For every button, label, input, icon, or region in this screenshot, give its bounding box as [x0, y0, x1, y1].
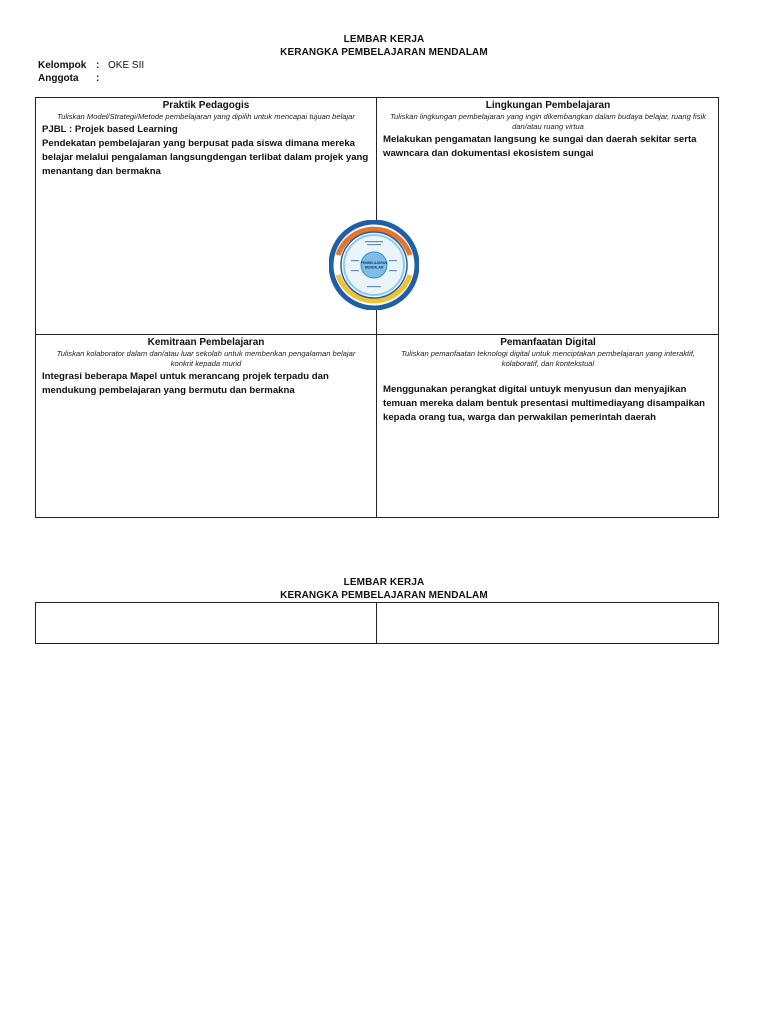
anggota-colon: : — [96, 73, 100, 84]
framework-grid-2 — [35, 602, 719, 644]
digital-body: Menggunakan perangkat digital untuyk menyusun dan menyajikan temuan mereka dalam bentuk presentasi multimediayang disampaikan kepada orang tua, warga dan perwakilan pemerintah daerah — [383, 384, 706, 423]
cell-pemanfaatan-digital — [377, 335, 719, 517]
sheet2-title-line1: LEMBAR KERJA — [343, 577, 425, 588]
anggota-label: Anggota — [38, 73, 79, 84]
lingkungan-body: Melakukan pengamatan langsung ke sungai dan daerah sekitar serta wawncara dan dokumentasi ekosistem sungai — [383, 134, 697, 159]
lingkungan-hint: Tuliskan lingkungan pembelajaran yang ingin dikembangkan dalam budaya belajar, ruang fisik dan/atau ruang virtua — [389, 112, 707, 131]
cell-lingkungan-pembelajaran — [377, 98, 719, 334]
kemitraan-title: Kemitraan Pembelajaran — [147, 337, 265, 348]
digital-title: Pemanfaatan Digital — [500, 337, 596, 348]
praktik-hint: Tuliskan Model/Strategi/Metode pembelajaran yang dipilih untuk mencapai tujuan belajar — [57, 112, 355, 121]
praktik-title: Praktik Pedagogis — [162, 100, 250, 111]
kelompok-label: Kelompok — [38, 60, 87, 71]
cell-praktik-pedagogis — [36, 98, 376, 334]
sheet1-title-line1: LEMBAR KERJA — [343, 34, 425, 45]
kelompok-colon: : — [96, 60, 100, 71]
diagram-center-text-1: PEMBELAJARAN — [360, 261, 388, 265]
lingkungan-title: Lingkungan Pembelajaran — [485, 100, 611, 111]
deep-learning-framework-diagram — [329, 220, 419, 310]
kelompok-row — [38, 60, 144, 72]
sheet1-title-line2: KERANGKA PEMBELAJARAN MENDALAM — [280, 47, 488, 58]
sheet2-title-line2: KERANGKA PEMBELAJARAN MENDALAM — [280, 590, 488, 601]
praktik-body — [42, 123, 370, 179]
praktik-body-line1: PJBL : Projek based Learning — [42, 124, 178, 135]
cell-kemitraan-pembelajaran — [36, 335, 376, 517]
kemitraan-hint: Tuliskan kolaborator dalam dan/atau luar sekolah untuk memberikan pengalaman belajar konkrit kepada murid — [56, 349, 356, 368]
diagram-center-text-2: MENDALAM — [364, 265, 384, 270]
grid2-cell-right — [377, 603, 719, 643]
kelompok-value: OKE SII — [108, 60, 145, 71]
grid2-cell-left — [36, 603, 376, 643]
kemitraan-body: Integrasi beberapa Mapel untuk merancang projek terpadu dan mendukung pembelajaran yang bermutu dan bermakna — [42, 371, 329, 396]
digital-hint: Tuliskan pemanfaatan teknologi digital untuk menciptakan pembelajaran yang interaktif, kolaboratif, dan kontekstual — [400, 349, 696, 368]
anggota-row — [38, 73, 108, 85]
praktik-body-line2: Pendekatan pembelajaran yang berpusat pada siswa dimana mereka belajar melalui pengalaman langsungdengan terlibat dalam projek yang menantang dan bermakna — [42, 138, 369, 177]
